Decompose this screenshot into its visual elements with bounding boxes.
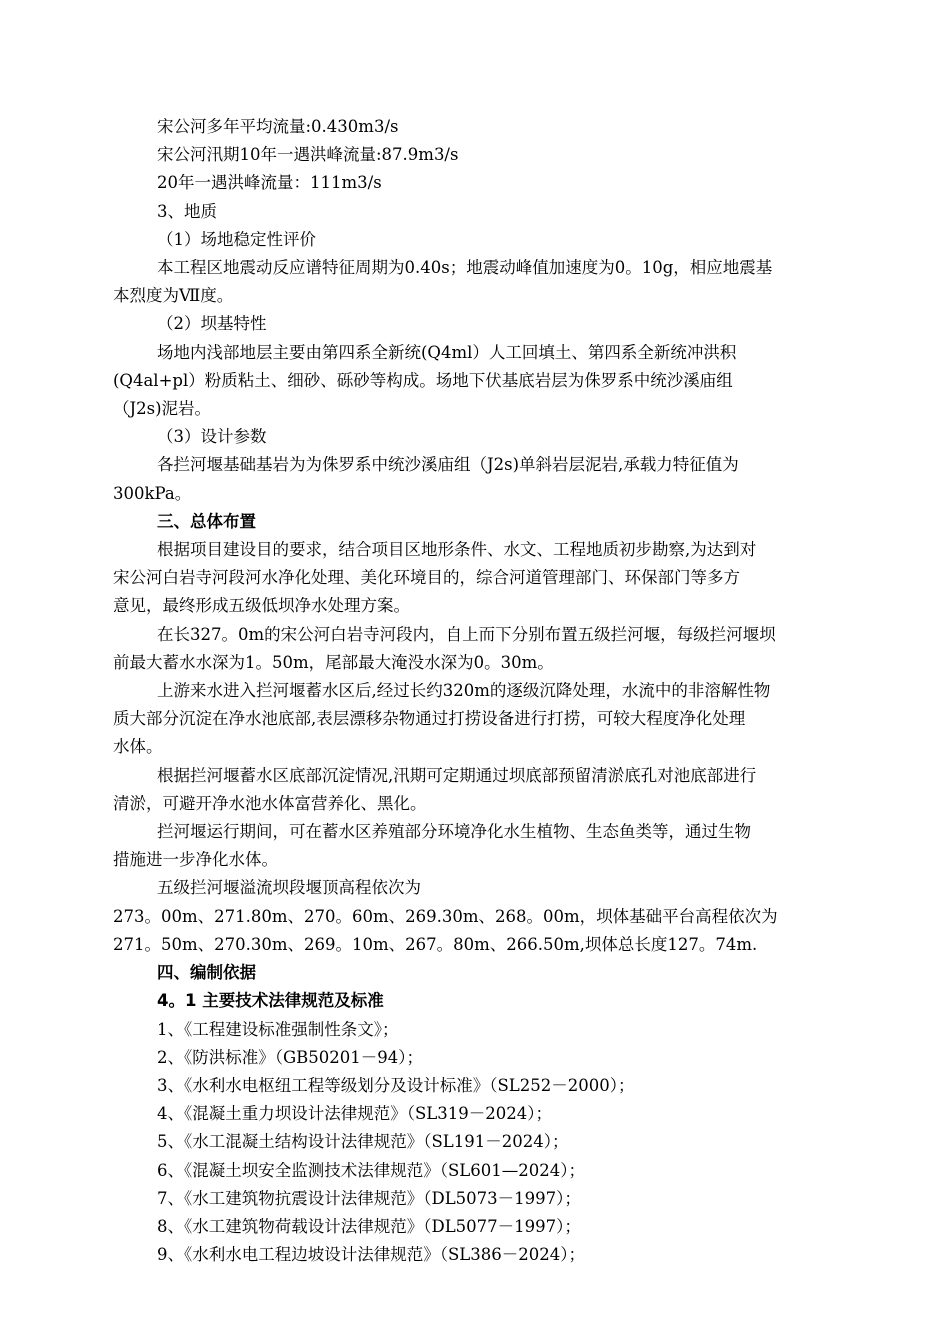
- text-line: 4、《混凝土重力坝设计法律规范》（SL319－2024）；: [157, 1104, 552, 1124]
- text-line: 质大部分沉淀在净水池底部,表层漂移杂物通过打捞设备进行打捞，可较大程度净化处理: [113, 709, 746, 729]
- text-line: 5、《水工混凝土结构设计法律规范》（SL191－2024）；: [157, 1132, 569, 1152]
- text-line: 水体。: [113, 737, 163, 757]
- text-line: 2、《防洪标准》（GB50201－94）；: [157, 1047, 424, 1067]
- text-line: 宋公河汛期10年一遇洪峰流量:87.9m3/s: [157, 145, 459, 165]
- text-line: 271。50m、270.30m、269。10m、267。80m、266.50m,坝体总长度127。74m.: [113, 934, 758, 954]
- text-line: 6、《混凝土坝安全监测技术法律规范》（SL601—2024）；: [157, 1160, 585, 1180]
- text-line: 场地内浅部地层主要由第四系全新统(Q4ml）人工回填土、第四系全新统冲洪积: [157, 342, 737, 362]
- section-heading: 4。1 主要技术法律规范及标准: [157, 991, 384, 1011]
- text-line: 五级拦河堰溢流坝段堰顶高程依次为: [157, 878, 421, 898]
- section-heading: 三、总体布置: [157, 511, 256, 531]
- text-line: （2）坝基特性: [157, 314, 267, 334]
- text-line: 拦河堰运行期间，可在蓄水区养殖部分环境净化水生植物、生态鱼类等，通过生物: [157, 822, 751, 842]
- text-line: （1）场地稳定性评价: [157, 229, 316, 249]
- text-line: 3、《水利水电枢纽工程等级划分及设计标准》（SL252－2000）；: [157, 1075, 635, 1095]
- text-line: 清淤，可避开净水池水体富营养化、黑化。: [113, 793, 427, 813]
- text-line: 在长327。0m的宋公河白岩寺河段内，自上而下分别布置五级拦河堰，每级拦河堰坝: [157, 624, 776, 644]
- text-line: 1、《工程建设标准强制性条文》；: [157, 1019, 399, 1039]
- text-line: （3）设计参数: [157, 427, 267, 447]
- text-line: 各拦河堰基础基岩为为侏罗系中统沙溪庙组（J2s)单斜岩层泥岩,承载力特征值为: [157, 455, 739, 475]
- document-body: [113, 113, 839, 1269]
- text-line: 根据拦河堰蓄水区底部沉淀情况,汛期可定期通过坝底部预留清淤底孔对池底部进行: [157, 765, 757, 785]
- text-line: 前最大蓄水水深为1。50m，尾部最大淹没水深为0。30m。: [113, 652, 554, 672]
- text-line: 宋公河多年平均流量:0.430m3/s: [157, 117, 399, 136]
- text-line: 本工程区地震动反应谱特征周期为0.40s；地震动峰值加速度为0。10g，相应地震基: [157, 258, 773, 278]
- section-heading: 四、编制依据: [157, 963, 256, 983]
- text-line: 273。00m、271.80m、270。60m、269.30m、268。00m，坝体基础平台高程依次为: [113, 906, 778, 926]
- text-line: 措施进一步净化水体。: [113, 850, 278, 870]
- text-line: 宋公河白岩寺河段河水净化处理、美化环境目的，综合河道管理部门、环保部门等多方: [113, 568, 740, 588]
- text-line: 8、《水工建筑物荷载设计法律规范》（DL5077－1997）；: [157, 1216, 581, 1236]
- text-line: 20年一遇洪峰流量：111m3/s: [157, 173, 382, 193]
- text-line: 3、地质: [157, 201, 217, 221]
- text-line: 300kPa。: [113, 483, 192, 503]
- text-line: （J2s)泥岩。: [113, 399, 212, 419]
- text-line: 根据项目建设目的要求，结合项目区地形条件、水文、工程地质初步勘察,为达到对: [157, 540, 757, 560]
- text-line: 意见，最终形成五级低坝净水处理方案。: [113, 596, 410, 616]
- text-line: 9、《水利水电工程边坡设计法律规范》（SL386－2024）；: [157, 1245, 585, 1265]
- text-line: 本烈度为Ⅶ度。: [113, 286, 234, 306]
- text-line: 7、《水工建筑物抗震设计法律规范》（DL5073－1997）；: [157, 1188, 581, 1208]
- text-line: 上游来水进入拦河堰蓄水区后,经过长约320m的逐级沉降处理，水流中的非溶解性物: [157, 681, 771, 701]
- text-line: (Q4al+pl）粉质粘土、细砂、砾砂等构成。场地下伏基底岩层为侏罗系中统沙溪庙组: [113, 370, 733, 390]
